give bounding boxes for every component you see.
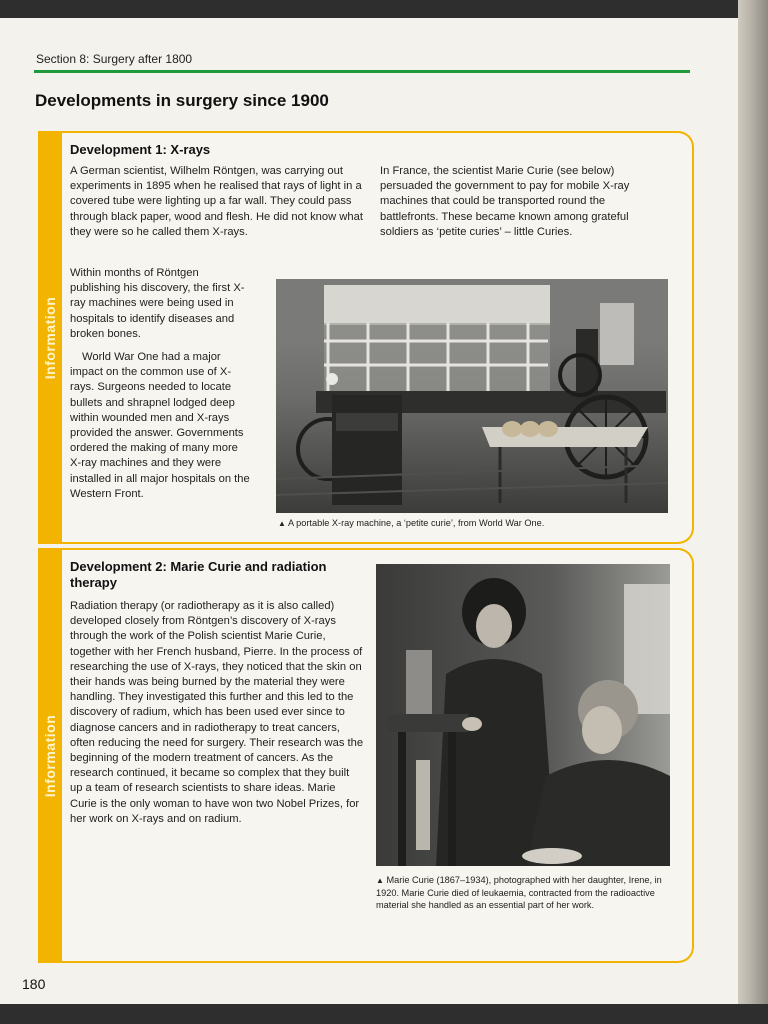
xrays-column-2-text: In France, the scientist Marie Curie (see below) persuaded the government to pay for mobile X-ray machines that could be transported round the battlefronts. These became known among grateful soldiers as ‘petite curies’ – little Curies. — [380, 165, 630, 238]
page-title: Developments in surgery since 1900 — [35, 91, 329, 110]
xrays-paragraph-1-continued-text: Within months of Röntgen publishing his discovery, the first X-ray machines were being used in hospitals to identify diseases and broken bones. — [70, 267, 245, 340]
curie-photo-caption-text: Marie Curie (1867–1934), photographed with her daughter, Irene, in 1920. Marie Curie died of leukaemia, contracted from the radioactive material she handled as an essential part of her work. — [376, 875, 662, 910]
page-number: 180 — [22, 976, 46, 992]
curie-body-paragraph: Radiation therapy (or radiotherapy as it is also called) developed closely from Röntgen’s discovery of X-rays through the work of the Polish scientist Marie Curie, together with her French husband, Pierre. In the process of researching the use of X-rays, they noticed that the skin on their hands was being burned by the material they were handling. They investigated this further and this led to the discovery of radium, which has been used ever since to diagnose cancers and in radiotherapy to treat cancers, often reducing the need for surgery. Their research was the beginning of the modern treatment of cancers. As the research continued, it became so complex that they built up a team of research scientists to share ideas. Marie Curie is the only woman to have won two Nobel Prizes, for her work on X-rays and on radium. — [70, 600, 364, 825]
curie-portrait-illustration — [376, 564, 670, 866]
xrays-paragraph-2: World War One had a major impact on the common use of X-rays. Surgeons needed to locate bullets and shrapnel lodged deep within wounded men and X-rays provided the answer. Governments ordered the making of many more X-ray machines and they were installed in all major hospitals on the Western Front. — [70, 351, 250, 500]
information-tab-label: Information — [42, 296, 58, 379]
xray-photo-caption-text: A portable X-ray machine, a ‘petite curie’, from World War One. — [287, 518, 545, 528]
xray-photo-caption — [278, 517, 670, 530]
caption-triangle-icon: ▲ — [278, 519, 286, 528]
scan-top-edge — [0, 0, 768, 18]
information-tab — [38, 131, 62, 544]
xray-machine-photo — [276, 279, 668, 513]
development-2-title: Development 2: Marie Curie and radiation therapy — [70, 559, 327, 590]
curie-photo — [376, 564, 670, 866]
section-header: Section 8: Surgery after 1800 — [36, 52, 193, 66]
info-box-xrays — [38, 131, 694, 544]
xrays-column-2 — [380, 164, 642, 240]
xrays-paragraph-1-text: A German scientist, Wilhelm Röntgen, was carrying out experiments in 1895 when he realised that rays of light in a covered tube were lighting up a far wall. They could pass through black paper, wood and flesh. He did not know what they were so he called them X-rays. — [70, 165, 363, 238]
info-box-curie — [38, 548, 694, 963]
xrays-paragraph-1-continued — [70, 266, 250, 502]
book-spine-shadow — [738, 0, 768, 1024]
xrays-paragraph-1 — [70, 164, 366, 240]
development-1-title: Development 1: X-rays — [70, 142, 211, 157]
caption-triangle-icon: ▲ — [376, 876, 384, 885]
xray-machine-illustration — [276, 279, 668, 513]
information-tab-label: Information — [42, 714, 58, 797]
header-rule — [34, 70, 690, 73]
curie-photo-caption — [376, 874, 672, 911]
information-tab — [38, 548, 62, 963]
curie-body-text — [70, 599, 364, 827]
scan-bottom-edge — [0, 1004, 768, 1024]
book-page — [0, 18, 740, 1006]
